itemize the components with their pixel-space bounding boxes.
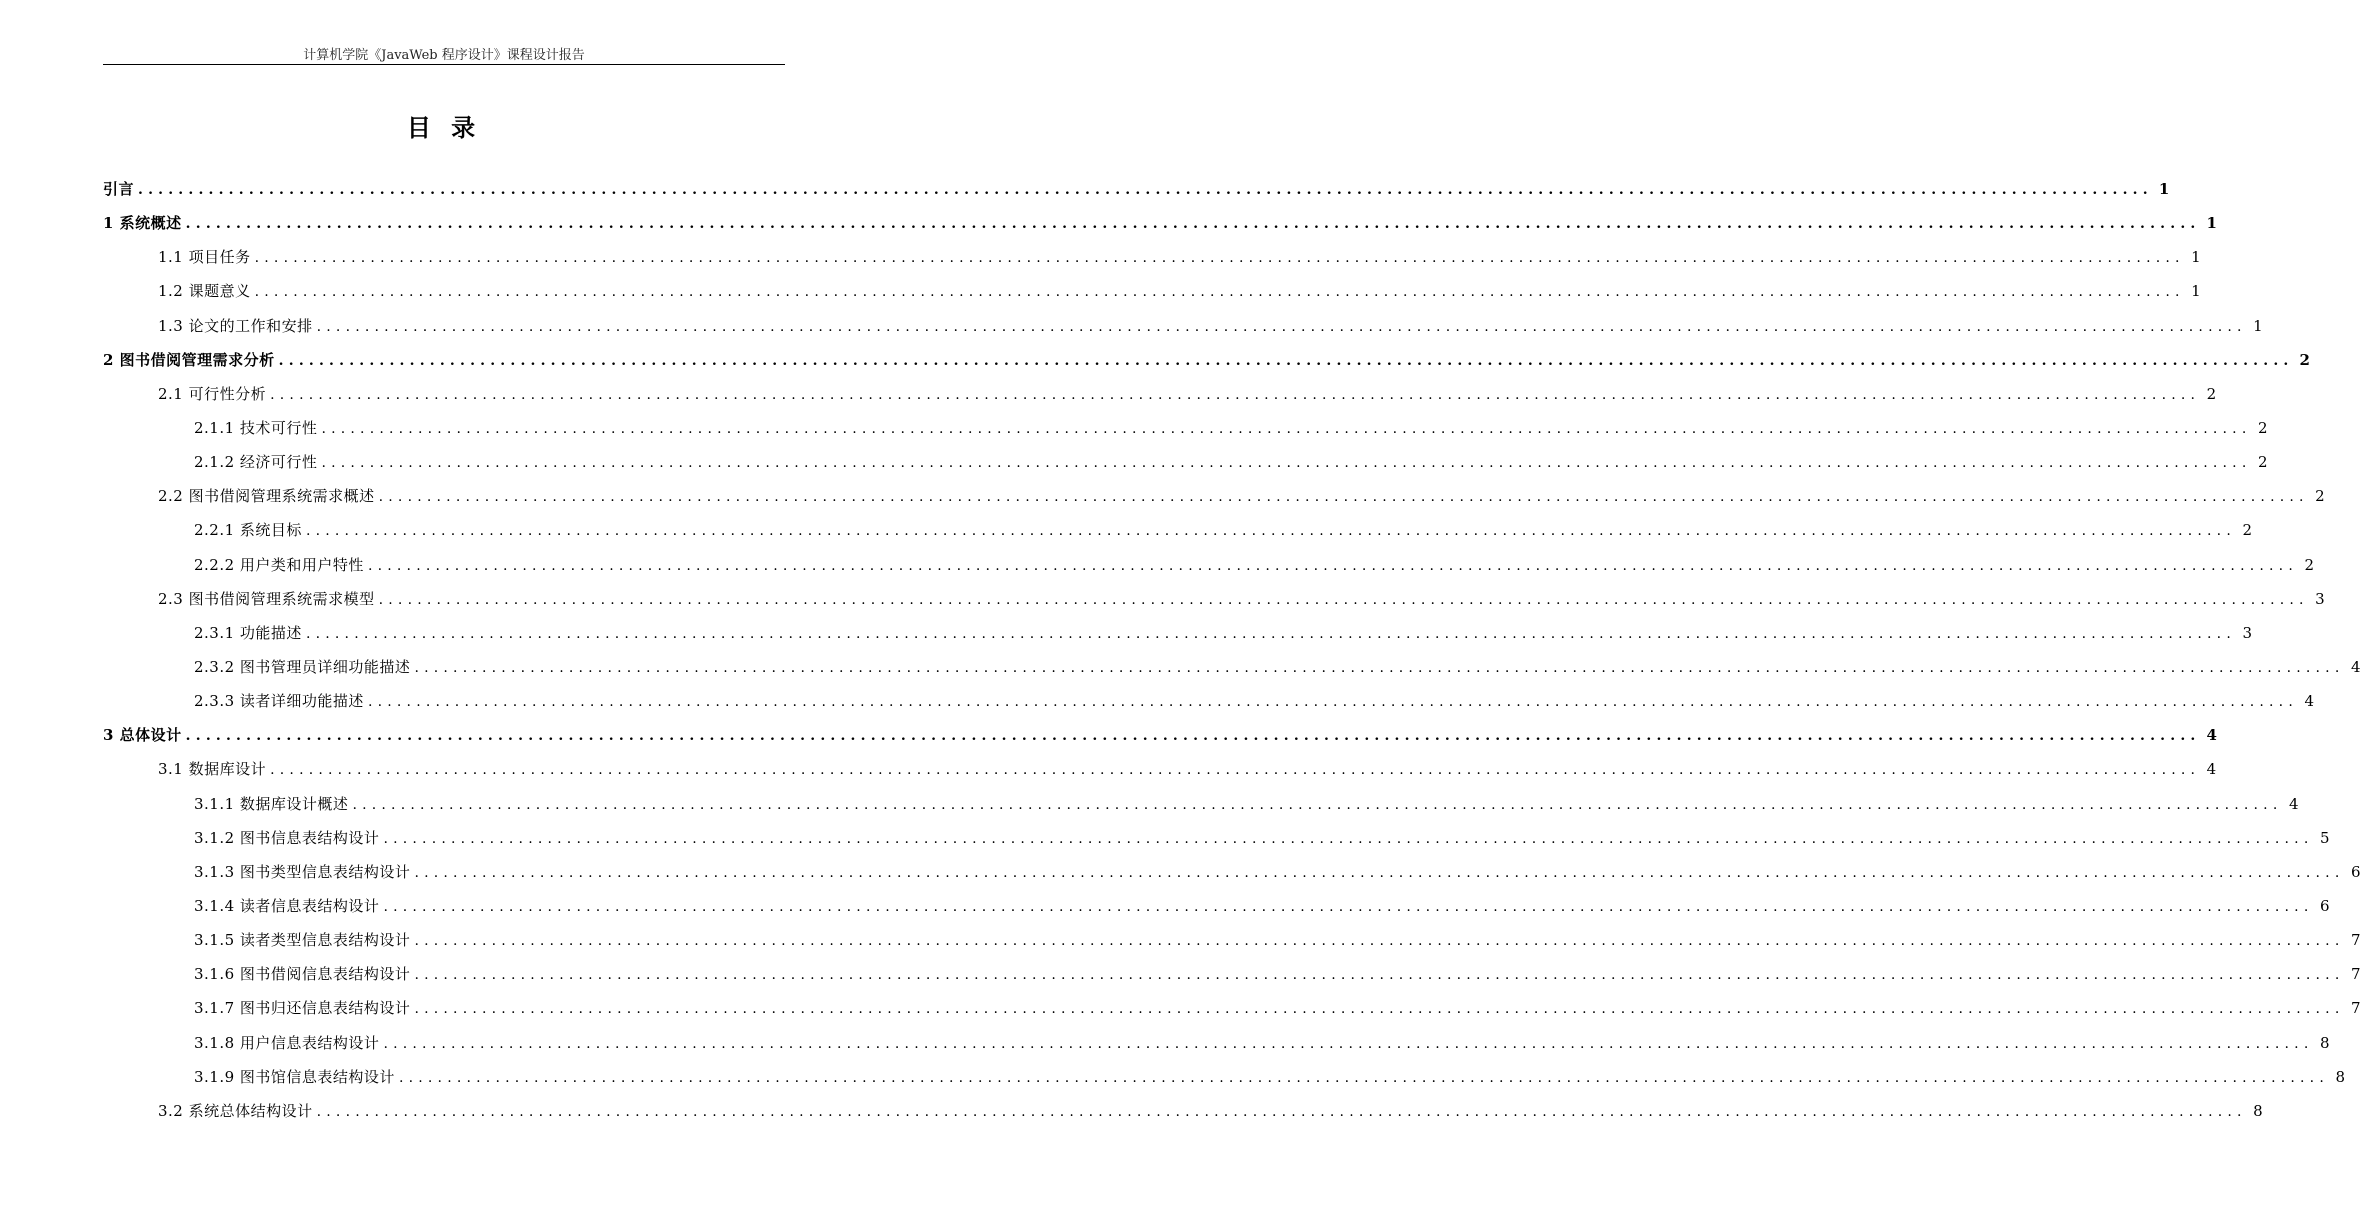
toc-entry-page-number: 2 — [2206, 384, 2217, 403]
toc-entry-page-number: 2 — [2242, 521, 2252, 540]
toc-entry-label: 3.1.7 图书归还信息表结构设计 — [194, 999, 411, 1018]
toc-entry[interactable] — [103, 1060, 2345, 1094]
toc-entry[interactable] — [103, 172, 2170, 206]
toc-entry-label: 3 总体设计 — [103, 726, 182, 745]
toc-entry-page-number: 4 — [2304, 692, 2314, 711]
toc-entry-label: 1 系统概述 — [103, 214, 182, 233]
toc-dot-leader: ........................................................................................................................................................................................................ — [138, 182, 2153, 199]
toc-dot-leader: ........................................................................................................................................................................................................ — [367, 557, 2298, 574]
toc-entry-label: 2.1.2 经济可行性 — [194, 453, 318, 472]
toc-entry-page-number: 3 — [2242, 623, 2252, 642]
toc-entry-page-number: 7 — [2350, 999, 2360, 1018]
toc-dot-leader: ........................................................................................................................................................................................................ — [414, 1001, 2345, 1018]
toc-entry-label: 3.1.8 用户信息表结构设计 — [194, 1033, 380, 1052]
toc-dot-leader: ........................................................................................................................................................................................................ — [254, 250, 2185, 267]
toc-entry[interactable] — [103, 923, 2360, 957]
toc-dot-leader: ........................................................................................................................................................................................................ — [378, 591, 2309, 608]
toc-dot-leader: ........................................................................................................................................................................................................ — [278, 352, 2294, 369]
toc-entry-label: 2.2 图书借阅管理系统需求概述 — [158, 487, 375, 506]
toc-entry-label: 2.3 图书借阅管理系统需求模型 — [158, 589, 375, 608]
toc-entry[interactable] — [103, 889, 2330, 923]
toc-entry[interactable] — [103, 1094, 2263, 1128]
toc-entry-label: 1.2 课题意义 — [158, 282, 251, 301]
toc-entry-page-number: 6 — [2319, 897, 2330, 916]
toc-entry-label: 引言 — [103, 180, 135, 199]
toc-dot-leader: ........................................................................................................................................................................................................ — [270, 762, 2201, 779]
toc-entry-label: 3.1 数据库设计 — [158, 760, 267, 779]
toc-entry-label: 3.1.2 图书信息表结构设计 — [194, 828, 380, 847]
toc-entry-label: 2 图书借阅管理需求分析 — [103, 350, 275, 369]
toc-entry-page-number: 7 — [2350, 931, 2360, 950]
toc-dot-leader: ........................................................................................................................................................................................................ — [398, 1069, 2329, 1086]
toc-entry-page-number: 8 — [2319, 1033, 2330, 1052]
toc-entry-page-number: 5 — [2319, 828, 2330, 847]
toc-entry-page-number: 1 — [2158, 180, 2170, 199]
toc-entry[interactable] — [103, 548, 2314, 582]
toc-dot-leader: ........................................................................................................................................................................................................ — [316, 1103, 2247, 1120]
toc-entry-label: 3.1.6 图书借阅信息表结构设计 — [194, 965, 411, 984]
toc-entry[interactable] — [103, 718, 2217, 752]
toc-entry[interactable] — [103, 240, 2201, 274]
toc-entry-page-number: 2 — [2315, 487, 2325, 506]
toc-dot-leader: ........................................................................................................................................................................................................ — [321, 455, 2252, 472]
toc-entry-page-number: 3 — [2315, 589, 2325, 608]
toc-entry[interactable] — [103, 991, 2360, 1025]
toc-entry[interactable] — [103, 582, 2325, 616]
toc-dot-leader: ........................................................................................................................................................................................................ — [383, 1035, 2314, 1052]
toc-dot-leader: ........................................................................................................................................................................................................ — [305, 523, 2236, 540]
toc-entry-label: 2.3.1 功能描述 — [194, 623, 302, 642]
toc-dot-leader: ........................................................................................................................................................................................................ — [352, 796, 2283, 813]
toc-entry-label: 2.1.1 技术可行性 — [194, 419, 318, 438]
toc-entry[interactable] — [103, 1026, 2330, 1060]
toc-dot-leader: ........................................................................................................................................................................................................ — [270, 386, 2201, 403]
toc-entry[interactable] — [103, 513, 2252, 547]
toc-entry-label: 3.1.4 读者信息表结构设计 — [194, 897, 380, 916]
toc-entry-page-number: 4 — [2206, 726, 2217, 745]
toc-entry[interactable] — [103, 684, 2314, 718]
toc-dot-leader: ........................................................................................................................................................................................................ — [383, 830, 2314, 847]
toc-entry-label: 3.1.5 读者类型信息表结构设计 — [194, 931, 411, 950]
toc-entry-page-number: 7 — [2350, 965, 2360, 984]
toc-entry[interactable] — [103, 445, 2268, 479]
toc-entry[interactable] — [103, 821, 2330, 855]
toc-entry-label: 2.3.2 图书管理员详细功能描述 — [194, 658, 411, 677]
toc-entry-label: 3.1.1 数据库设计概述 — [194, 794, 349, 813]
toc-entry-label: 2.2.2 用户类和用户特性 — [194, 555, 364, 574]
page-header: 计算机学院《JavaWeb 程序设计》课程设计报告 — [303, 48, 585, 63]
toc-entry[interactable] — [103, 787, 2299, 821]
toc-entry[interactable] — [103, 206, 2217, 240]
toc-entry-page-number: 2 — [2257, 419, 2268, 438]
toc-entry[interactable] — [103, 650, 2360, 684]
toc-entry-page-number: 1 — [2206, 214, 2217, 233]
toc-entry[interactable] — [103, 309, 2263, 343]
toc-dot-leader: ........................................................................................................................................................................................................ — [414, 660, 2345, 677]
toc-entry-page-number: 1 — [2191, 282, 2201, 301]
toc-entry-label: 2.1 可行性分析 — [158, 384, 267, 403]
toc-entry[interactable] — [103, 411, 2268, 445]
toc-entry-page-number: 2 — [2304, 555, 2314, 574]
toc-entry[interactable] — [103, 957, 2360, 991]
toc-entry[interactable] — [103, 343, 2310, 377]
toc-entry[interactable] — [103, 855, 2360, 889]
toc-entry-page-number: 1 — [2191, 248, 2201, 267]
toc-dot-leader: ........................................................................................................................................................................................................ — [383, 899, 2314, 916]
toc-entry[interactable] — [103, 274, 2201, 308]
toc-entry-label: 1.1 项目任务 — [158, 248, 251, 267]
toc-entry-label: 3.1.3 图书类型信息表结构设计 — [194, 862, 411, 881]
toc-dot-leader: ........................................................................................................................................................................................................ — [414, 967, 2345, 984]
toc-entry-page-number: 2 — [2299, 350, 2310, 369]
toc-entry-page-number: 4 — [2288, 794, 2299, 813]
toc-dot-leader: ........................................................................................................................................................................................................ — [185, 216, 2201, 233]
toc-entry-page-number: 4 — [2206, 760, 2217, 779]
toc-entry-label: 3.2 系统总体结构设计 — [158, 1101, 313, 1120]
toc-dot-leader: ........................................................................................................................................................................................................ — [414, 864, 2345, 881]
toc-dot-leader: ........................................................................................................................................................................................................ — [378, 489, 2309, 506]
header-rule — [103, 64, 785, 65]
toc-dot-leader: ........................................................................................................................................................................................................ — [316, 318, 2247, 335]
toc-entry-label: 2.3.3 读者详细功能描述 — [194, 692, 364, 711]
toc-entry[interactable] — [103, 616, 2252, 650]
toc-entry-page-number: 1 — [2253, 316, 2263, 335]
toc-dot-leader: ........................................................................................................................................................................................................ — [254, 284, 2185, 301]
toc-entry-label: 2.2.1 系统目标 — [194, 521, 302, 540]
toc-entry[interactable] — [103, 752, 2217, 786]
toc-dot-leader: ........................................................................................................................................................................................................ — [305, 625, 2236, 642]
toc-entry-label: 1.3 论文的工作和安排 — [158, 316, 313, 335]
toc-entry-page-number: 6 — [2350, 862, 2360, 881]
toc-entry-page-number: 8 — [2335, 1067, 2345, 1086]
toc-entry[interactable] — [103, 377, 2217, 411]
toc-dot-leader: ........................................................................................................................................................................................................ — [321, 421, 2252, 438]
toc-entry[interactable] — [103, 479, 2325, 513]
toc-dot-leader: ........................................................................................................................................................................................................ — [414, 933, 2345, 950]
toc-entry-page-number: 4 — [2350, 658, 2360, 677]
toc-dot-leader: ........................................................................................................................................................................................................ — [367, 694, 2298, 711]
toc-entry-label: 3.1.9 图书馆信息表结构设计 — [194, 1067, 395, 1086]
toc-title: 目 录 — [406, 113, 482, 142]
toc-entry-page-number: 2 — [2257, 453, 2268, 472]
toc-entry-page-number: 8 — [2253, 1101, 2263, 1120]
table-of-contents — [103, 172, 2360, 1128]
toc-dot-leader: ........................................................................................................................................................................................................ — [185, 728, 2201, 745]
